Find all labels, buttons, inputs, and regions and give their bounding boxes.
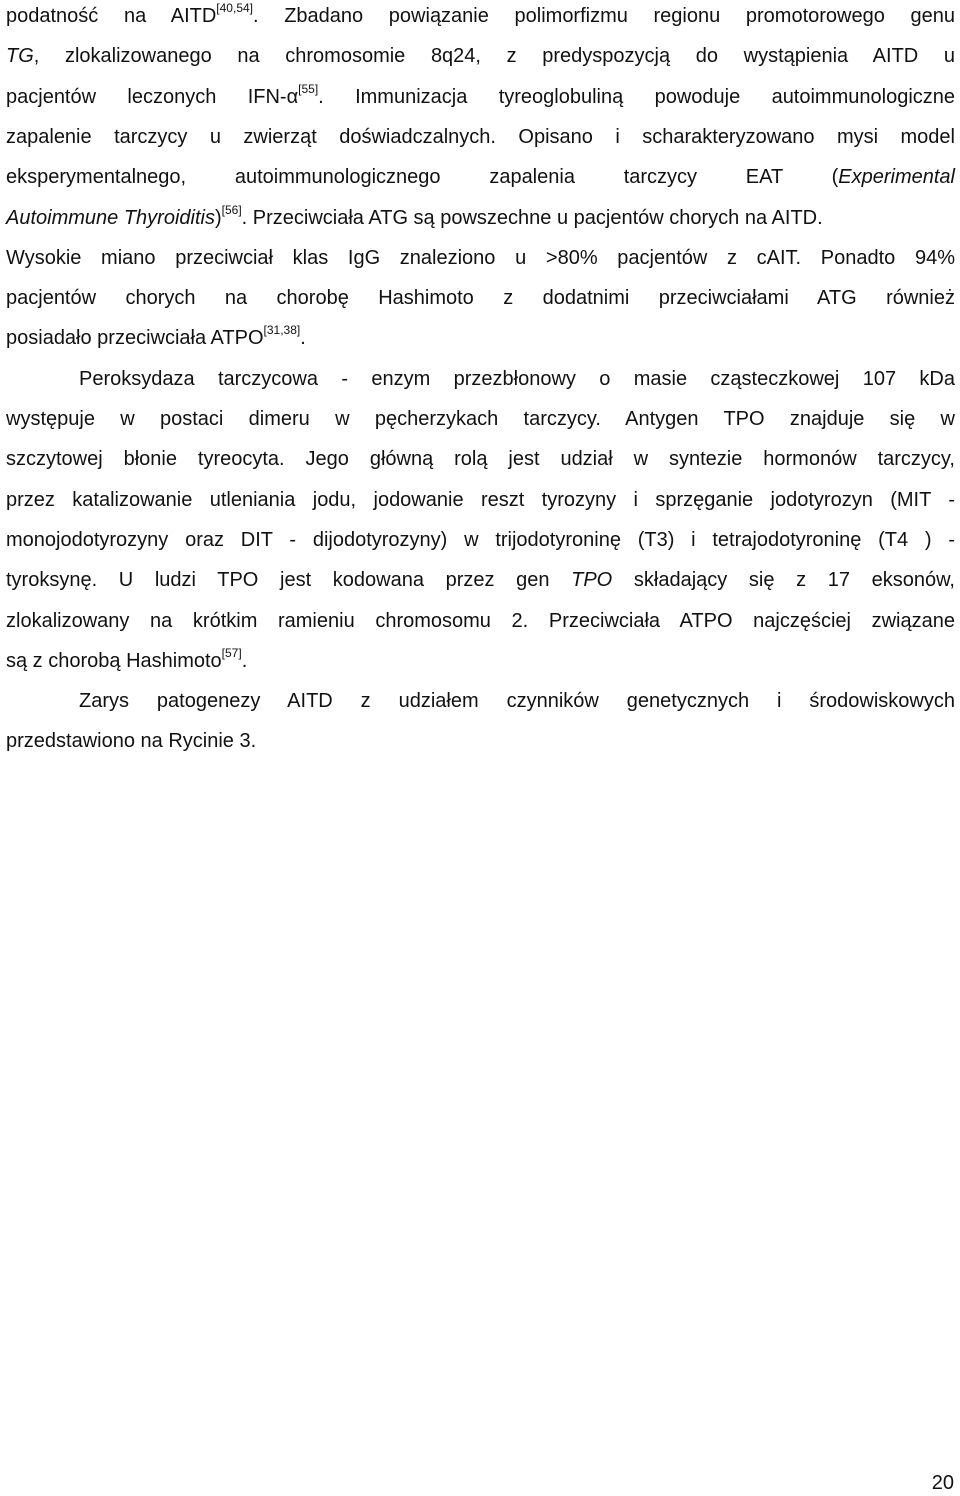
- text-run: , zlokalizowanego na chromosomie 8q24, z predyspozycją do wystąpienia AITD u: [33, 45, 955, 68]
- text-run: przez katalizowanie utleniania jodu, jodowanie reszt tyrozyny i sprzęganie jodotyrozyn (MIT -: [6, 488, 955, 511]
- text-run: zapalenie tarczycy u zwierząt doświadczalnych. Opisano i scharakteryzowano mysi model: [6, 125, 955, 148]
- text-line: [6, 645, 955, 689]
- text-run: Zarys patogenezy AITD z udziałem czynników genetycznych i środowiskowych: [79, 690, 955, 713]
- text-line: [6, 729, 955, 769]
- text-run: ): [214, 206, 222, 229]
- text-line: [6, 165, 955, 205]
- text-run: zlokalizowany na krótkim ramieniu chromosomu 2. Przeciwciała ATPO najczęściej związane: [6, 609, 955, 632]
- text-line: [6, 609, 955, 649]
- text-line: [6, 125, 955, 165]
- text-run: Peroksydaza tarczycowa - enzym przezbłonowy o masie cząsteczkowej 107 kDa: [79, 367, 955, 390]
- text-line: [6, 367, 955, 407]
- text-run: posiadało przeciwciała ATPO: [6, 327, 264, 350]
- text-line: [6, 568, 955, 608]
- text-line: [6, 689, 955, 729]
- text-run: .: [300, 327, 306, 350]
- text-line: [6, 246, 955, 286]
- text-run: eksperymentalnego, autoimmunologicznego zapalenia tarczycy EAT (: [6, 166, 839, 189]
- text-run: występuje w postaci dimeru w pęcherzykach tarczycy. Antygen TPO znajduje się w: [6, 408, 955, 430]
- citation-reference: [31,38]: [263, 323, 301, 338]
- text-line: [6, 81, 956, 125]
- text-run: . Przeciwciała ATG są powszechne u pacjentów chorych na AITD.: [241, 206, 823, 229]
- text-run: .: [241, 649, 248, 672]
- text-run: szczytowej błonie tyreocyta. Jego główną rolą jest udział w syntezie hormonów tarczycy,: [6, 448, 955, 471]
- text-run: Wysokie miano przeciwciał klas IgG znaleziono u >80% pacjentów z cAIT. Ponadto 94%: [6, 246, 955, 269]
- text-run: . Immunizacja tyreoglobuliną powoduje autoimmunologiczne: [318, 85, 956, 108]
- citation-reference: [57]: [221, 645, 242, 660]
- text-run: pacjentów leczonych IFN-α: [6, 85, 299, 108]
- text-run: pacjentów chorych na chorobę Hashimoto z dodatnimi przeciwciałami ATG również: [6, 287, 955, 310]
- text-line: [6, 407, 955, 447]
- text-line: [6, 1, 955, 44]
- text-line: [6, 202, 955, 246]
- italic-text: TPO: [571, 569, 613, 592]
- citation-reference: [56]: [221, 202, 242, 217]
- text-run: składający się z 17 eksonów,: [612, 569, 955, 592]
- text-run: monojodotyrozyny oraz DIT - dijodotyrozyny) w trijodotyroninę (T3) i tetrajodotyroninę (T4 ) -: [6, 528, 955, 551]
- italic-text: Experimental: [838, 166, 955, 189]
- italic-text: TG: [6, 45, 34, 68]
- page-number: 20: [931, 1472, 954, 1494]
- citation-reference: [55]: [298, 81, 319, 96]
- text-run: podatność na AITD: [6, 5, 217, 27]
- text-run: są z chorobą Hashimoto: [6, 649, 222, 672]
- italic-text: Autoimmune Thyroiditis: [6, 206, 215, 229]
- text-line: [6, 528, 955, 568]
- text-line: [6, 447, 955, 487]
- text-line: [6, 323, 955, 366]
- citation-reference: [40,54]: [216, 1, 253, 15]
- text-run: tyroksynę. U ludzi TPO jest kodowana przez gen: [6, 569, 572, 592]
- text-line: [6, 488, 955, 528]
- text-run: przedstawiono na Rycinie 3.: [6, 730, 257, 753]
- text-line: [6, 286, 955, 326]
- text-line: [6, 44, 955, 84]
- text-run: . Zbadano powiązanie polimorfizmu regionu promotorowego genu: [253, 5, 955, 27]
